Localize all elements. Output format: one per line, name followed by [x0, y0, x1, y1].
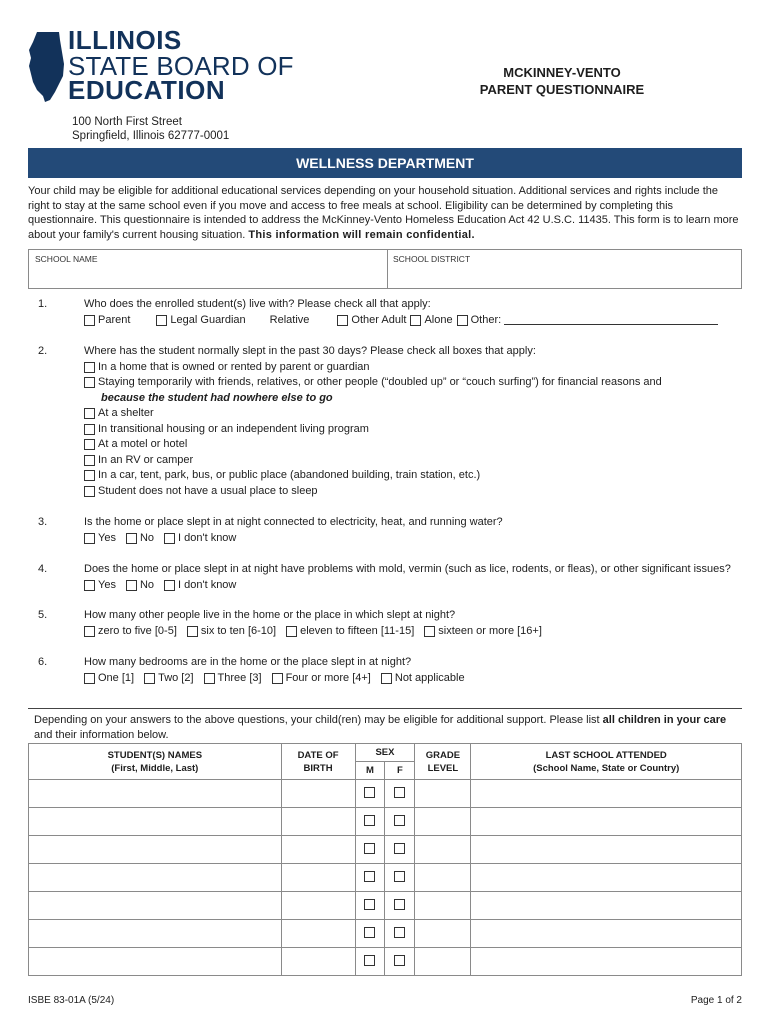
- option-three[interactable]: Three [3]: [204, 672, 262, 684]
- intro-paragraph: Your child may be eligible for additional educational services depending on your household situation. Additional services and rights include the right to stay at the same school even if you move and access to free meals at school. Eligibility can be determined by completing this questionnaire. This questionnaire is intended to address the McKinney-Vento Homeless Education Act 42 U.S.C. 11435. This form is to learn more about your family's current housing situation. This information will remain confidential.: [28, 185, 739, 241]
- sex-f-checkbox[interactable]: [394, 899, 405, 910]
- option-motel-hotel[interactable]: At a motel or hotel: [84, 438, 187, 450]
- question-6-options: [84, 672, 475, 684]
- sex-f-checkbox[interactable]: [394, 787, 405, 798]
- logo-text-state-board: STATE BOARD OF: [68, 51, 294, 81]
- sex-m-checkbox[interactable]: [364, 871, 375, 882]
- checkbox[interactable]: [84, 377, 95, 388]
- checkbox[interactable]: [144, 673, 155, 684]
- form-title: MCKINNEY-VENTO PARENT QUESTIONNAIRE: [479, 65, 645, 97]
- question-3-text: Is the home or place slept in at night connected to electricity, heat, and running water?: [84, 516, 503, 528]
- checkbox[interactable]: [84, 455, 95, 466]
- logo-text-illinois: ILLINOIS: [68, 25, 182, 55]
- question-6-number: 6.: [38, 656, 48, 668]
- sex-m-checkbox[interactable]: [364, 955, 375, 966]
- option-dont-know[interactable]: I don't know: [164, 532, 236, 544]
- question-3-number: 3.: [38, 516, 48, 528]
- col-header-grade: GRADE LEVEL: [415, 744, 471, 780]
- table-row: [29, 780, 742, 808]
- sex-f-checkbox[interactable]: [394, 843, 405, 854]
- checkbox[interactable]: [84, 315, 95, 326]
- checkbox[interactable]: [84, 626, 95, 637]
- checkbox[interactable]: [126, 533, 137, 544]
- col-header-sex-m: M: [355, 762, 385, 780]
- checkbox[interactable]: [164, 580, 175, 591]
- table-row: [29, 920, 742, 948]
- option-yes[interactable]: Yes: [84, 532, 116, 544]
- question-4-number: 4.: [38, 563, 48, 575]
- logo-text-education: EDUCATION: [68, 75, 226, 105]
- checkbox[interactable]: [84, 673, 95, 684]
- question-5-options: [84, 625, 552, 637]
- sex-f-checkbox[interactable]: [394, 927, 405, 938]
- option-relative[interactable]: Relative: [269, 314, 310, 326]
- option-eleven-to-fifteen[interactable]: eleven to fifteen [11-15]: [286, 625, 414, 637]
- section-divider: [28, 708, 742, 709]
- option-no[interactable]: No: [126, 579, 154, 591]
- school-name-label: SCHOOL NAME: [35, 254, 98, 264]
- checkbox[interactable]: [457, 315, 468, 326]
- option-other-adult[interactable]: Other Adult: [337, 314, 406, 326]
- col-header-last-school: LAST SCHOOL ATTENDED (School Name, State or Country): [471, 744, 742, 780]
- option-two[interactable]: Two [2]: [144, 672, 193, 684]
- option-no-usual-place[interactable]: Student does not have a usual place to sleep: [84, 485, 318, 497]
- table-row: [29, 948, 742, 976]
- divider: [387, 250, 388, 288]
- checkbox[interactable]: [187, 626, 198, 637]
- checkbox[interactable]: [164, 533, 175, 544]
- option-dont-know[interactable]: I don't know: [164, 579, 236, 591]
- checkbox[interactable]: [126, 580, 137, 591]
- question-5-text: How many other people live in the home or the place in which slept at night?: [84, 609, 456, 621]
- checkbox[interactable]: [272, 673, 283, 684]
- doubled-up-emphasis: because the student had nowhere else to go: [101, 392, 333, 404]
- students-table: [28, 743, 742, 976]
- question-5-number: 5.: [38, 609, 48, 621]
- question-4-options: [84, 579, 246, 591]
- option-shelter[interactable]: At a shelter: [84, 407, 154, 419]
- sex-f-checkbox[interactable]: [394, 815, 405, 826]
- table-row: [29, 836, 742, 864]
- checkbox[interactable]: [204, 673, 215, 684]
- sex-f-checkbox[interactable]: [394, 871, 405, 882]
- col-header-names: STUDENT(S) NAMES (First, Middle, Last): [29, 744, 282, 780]
- table-row: [29, 892, 742, 920]
- checkbox[interactable]: [84, 362, 95, 373]
- children-instructions: Depending on your answers to the above questions, your child(ren) may be eligible for additional support. Please list all children in your care and their information below.: [34, 714, 727, 741]
- sex-m-checkbox[interactable]: [364, 787, 375, 798]
- checkbox[interactable]: [84, 533, 95, 544]
- checkbox[interactable]: [156, 315, 167, 326]
- question-6-text: How many bedrooms are in the home or the place slept in at night?: [84, 656, 412, 668]
- table-row: [29, 808, 742, 836]
- col-header-dob: DATE OF BIRTH: [281, 744, 355, 780]
- checkbox[interactable]: [337, 315, 348, 326]
- option-legal-guardian[interactable]: Legal Guardian: [156, 314, 245, 326]
- question-3-options: [84, 532, 246, 544]
- checkbox[interactable]: [84, 470, 95, 481]
- option-other[interactable]: Other:: [457, 314, 719, 326]
- checkbox[interactable]: [84, 439, 95, 450]
- option-one[interactable]: One [1]: [84, 672, 134, 684]
- question-2-number: 2.: [38, 345, 48, 357]
- question-1-options: [84, 314, 728, 326]
- checkbox[interactable]: [381, 673, 392, 684]
- option-owned-rented-home[interactable]: In a home that is owned or rented by parent or guardian: [84, 361, 370, 373]
- col-header-sex-f: F: [385, 762, 415, 780]
- option-yes[interactable]: Yes: [84, 579, 116, 591]
- col-header-sex: SEX: [355, 744, 415, 762]
- illinois-map-icon: [25, 30, 67, 104]
- school-info-box: [28, 249, 742, 289]
- table-row: [29, 864, 742, 892]
- sex-m-checkbox[interactable]: [364, 843, 375, 854]
- option-zero-to-five[interactable]: zero to five [0-5]: [84, 625, 177, 637]
- option-transitional-housing[interactable]: In transitional housing or an independent living program: [84, 423, 369, 435]
- option-sixteen-or-more[interactable]: sixteen or more [16+]: [424, 625, 542, 637]
- option-parent[interactable]: Parent: [84, 314, 130, 326]
- option-four-or-more[interactable]: Four or more [4+]: [272, 672, 371, 684]
- other-input-line[interactable]: [504, 315, 718, 325]
- form-id: ISBE 83-01A (5/24): [28, 995, 115, 1006]
- option-no[interactable]: No: [126, 532, 154, 544]
- option-alone[interactable]: Alone: [410, 314, 452, 326]
- checkbox[interactable]: [84, 486, 95, 497]
- sex-m-checkbox[interactable]: [364, 927, 375, 938]
- school-district-label: SCHOOL DISTRICT: [393, 254, 471, 264]
- department-banner: WELLNESS DEPARTMENT: [28, 148, 742, 178]
- option-rv-camper[interactable]: In an RV or camper: [84, 454, 193, 466]
- question-1-number: 1.: [38, 298, 48, 310]
- sex-f-checkbox[interactable]: [394, 955, 405, 966]
- question-4-text: Does the home or place slept in at night have problems with mold, vermin (such as lice, rodents, or fleas), or other significant issues?: [84, 563, 731, 575]
- checkbox[interactable]: [410, 315, 421, 326]
- page-number: Page 1 of 2: [690, 995, 742, 1006]
- checkbox[interactable]: [84, 408, 95, 419]
- checkbox[interactable]: [84, 424, 95, 435]
- checkbox[interactable]: [286, 626, 297, 637]
- option-six-to-ten[interactable]: six to ten [6-10]: [187, 625, 276, 637]
- option-doubled-up[interactable]: Staying temporarily with friends, relatives, or other people (“doubled up” or “couch surfing”) for financial reasons and: [84, 376, 662, 388]
- sex-m-checkbox[interactable]: [364, 899, 375, 910]
- option-not-applicable[interactable]: Not applicable: [381, 672, 465, 684]
- checkbox[interactable]: [424, 626, 435, 637]
- address: 100 North First Street Springfield, Illinois 62777-0001: [72, 116, 230, 142]
- question-1-text: Who does the enrolled student(s) live with? Please check all that apply:: [84, 298, 431, 310]
- question-2-text: Where has the student normally slept in the past 30 days? Please check all boxes that apply:: [84, 345, 536, 357]
- checkbox[interactable]: [84, 580, 95, 591]
- option-car-tent-park[interactable]: In a car, tent, park, bus, or public place (abandoned building, train station, etc.): [84, 469, 480, 481]
- sex-m-checkbox[interactable]: [364, 815, 375, 826]
